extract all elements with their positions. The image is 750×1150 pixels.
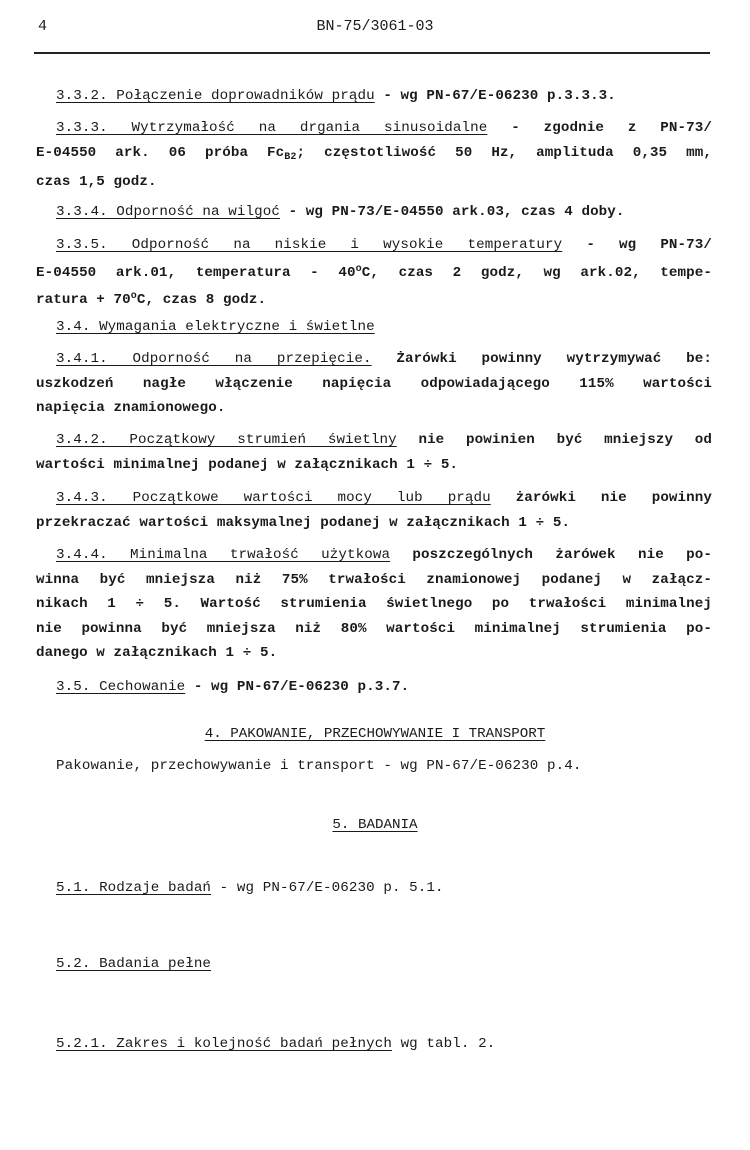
- page-header: [0, 18, 750, 48]
- section-text: uszkodzeń nagłe włączenie napięcia odpowiadającego 115% wartości: [36, 375, 712, 392]
- section-text: wartości minimalnej podanej w załącznikach 1 ÷ 5.: [36, 456, 459, 473]
- section-text: czas 1,5 godz.: [36, 174, 157, 190]
- page-number: 4: [38, 18, 48, 35]
- section-heading: 3.4.2. Początkowy strumień świetlny: [56, 432, 397, 448]
- section-text: nie powinna być mniejsza niż 80% wartości minimalnej strumienia po-: [36, 620, 712, 637]
- subscript: B2: [284, 151, 297, 163]
- degree-mark: o: [130, 291, 137, 302]
- section-heading: 5.1. Rodzaje badań: [56, 880, 212, 896]
- section-3-3-2: [36, 84, 712, 109]
- section-heading: 3.3.5. Odporność na niskie i wysokie temperatury: [56, 237, 563, 253]
- header-rule: [34, 52, 710, 54]
- section-heading: 3.3.4. Odporność na wilgoć: [56, 204, 280, 220]
- section-heading: 3.4. Wymagania elektryczne i świetlne: [56, 319, 375, 335]
- section-3-5: [36, 675, 712, 700]
- section-heading: 3.3.2. Połączenie doprowadników prądu: [56, 88, 375, 104]
- section-text: - wg PN-67/E-06230 p. 5.1.: [211, 880, 444, 896]
- section-heading: 3.4.1. Odporność na przepięcie.: [56, 351, 372, 367]
- section-text: przekraczać wartości maksymalnej podanej w załącznikach 1 ÷ 5.: [36, 514, 571, 531]
- section-text: poszczególnych żarówek nie po-: [390, 547, 713, 563]
- section-text: nikach 1 ÷ 5. Wartość strumienia świetlnego po trwałości minimalnej: [36, 596, 712, 612]
- section-text: - wg PN-73/E-04550 ark.03, czas 4 doby.: [279, 204, 625, 220]
- section-text: - wg PN-67/E-06230 p.3.7.: [185, 679, 410, 695]
- section-5-2-1: [36, 1032, 712, 1057]
- section-text: E-04550 ark. 06 próba Fc: [36, 144, 285, 161]
- section-text: danego w załącznikach 1 ÷ 5.: [36, 645, 278, 661]
- section-heading: 5.2. Badania pełne: [56, 956, 212, 972]
- section-3-3-5: [36, 233, 712, 313]
- section-3-4-2: [36, 428, 712, 477]
- section-3-3-4: [36, 200, 712, 225]
- section-3-4-4: [36, 543, 712, 666]
- section-heading: 3.5. Cechowanie: [56, 679, 186, 695]
- section-text: winna być mniejsza niż 75% trwałości znamionowej podanej w załącz-: [36, 571, 712, 588]
- section-text: - wg PN-73/: [562, 237, 713, 253]
- section-text: wg tabl. 2.: [391, 1036, 496, 1052]
- chapter-4-heading-row: [0, 722, 750, 746]
- section-text: C, czas 2 godz, wg ark.02, tempe-: [361, 264, 712, 281]
- section-text: - zgodnie z PN-73/: [487, 120, 712, 136]
- section-text: Żarówki powinny wytrzymywać be:: [371, 351, 712, 367]
- section-heading: 3.3.3. Wytrzymałość na drgania sinusoidalne: [56, 120, 488, 136]
- section-text: E-04550 ark.01, temperatura - 40: [36, 264, 356, 281]
- section-3-4-1: [36, 347, 712, 421]
- section-text: ; częstotliwość 50 Hz, amplituda 0,35 mm,: [296, 144, 713, 161]
- section-3-4-3: [36, 486, 712, 535]
- section-text: żarówki nie powinny: [490, 490, 712, 506]
- section-heading: 5.2.1. Zakres i kolejność badań pełnych: [56, 1036, 392, 1052]
- section-text: ratura + 70: [36, 292, 131, 308]
- degree-mark: o: [355, 263, 362, 275]
- section-heading: 3.4.3. Początkowe wartości mocy lub prądu: [56, 490, 491, 506]
- section-3-3-3: [36, 116, 712, 195]
- section-text: C, czas 8 godz.: [136, 292, 267, 308]
- document-code: BN-75/3061-03: [316, 18, 434, 35]
- section-3-4: [36, 315, 712, 340]
- section-text: napięcia znamionowego.: [36, 400, 226, 416]
- chapter-heading: 4. PAKOWANIE, PRZECHOWYWANIE I TRANSPORT: [204, 726, 546, 742]
- section-4: [36, 754, 712, 779]
- section-5-2: [36, 952, 712, 977]
- section-5-1: [36, 876, 712, 901]
- chapter-5-heading-row: [0, 813, 750, 837]
- section-text: nie powinien być mniejszy od: [396, 432, 712, 448]
- section-heading: 3.4.4. Minimalna trwałość użytkowa: [56, 547, 391, 563]
- section-text: Pakowanie, przechowywanie i transport - wg PN-67/E-06230 p.4.: [56, 758, 582, 774]
- chapter-heading: 5. BADANIA: [332, 817, 418, 833]
- section-text: - wg PN-67/E-06230 p.3.3.3.: [374, 88, 616, 104]
